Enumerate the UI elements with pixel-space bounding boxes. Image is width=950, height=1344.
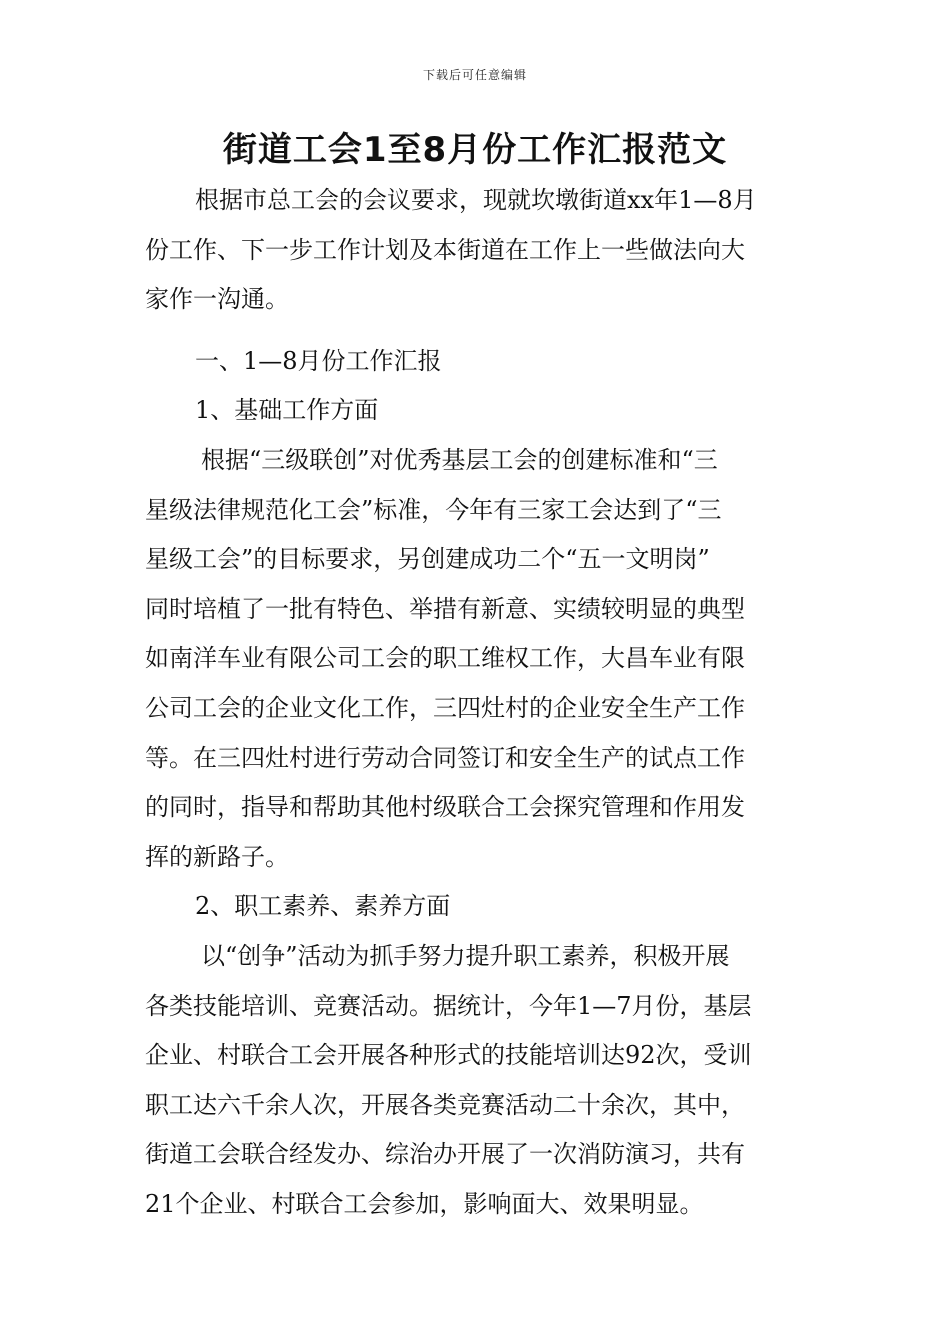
paragraph-line: 星级法律规范化工会”标准，今年有三家工会达到了“三 — [145, 495, 722, 524]
paragraph-line: 以“创争”活动为抓手努力提升职工素养，积极开展 — [201, 941, 730, 970]
paragraph-line: 挥的新路子。 — [145, 842, 289, 871]
paragraph-line: 企业、村联合工会开展各种形式的技能培训达92次，受训 — [145, 1041, 752, 1070]
paragraph-line: 根据“三级联创”对优秀基层工会的创建标准和“三 — [201, 445, 718, 474]
paragraph-line: 的同时，指导和帮助其他村级联合工会探究管理和作用发 — [145, 793, 745, 822]
paragraph-line: 公司工会的企业文化工作，三四灶村的企业安全生产工作 — [145, 693, 745, 722]
paragraph-line: 等。在三四灶村进行劳动合同签订和安全生产的试点工作 — [145, 743, 745, 772]
paragraph-line: 家作一沟通。 — [145, 285, 289, 314]
paragraph-line: 职工达六千余人次，开展各类竞赛活动二十余次，其中， — [145, 1090, 745, 1119]
paragraph-line: 街道工会联合经发办、综治办开展了一次消防演习，共有 — [145, 1140, 745, 1169]
paragraph-line: 根据市总工会的会议要求，现就坎墩街道xx年1—8月 — [195, 186, 757, 214]
section-heading: 一、1—8月份工作汇报 — [195, 346, 442, 375]
subsection-heading: 2、职工素养、素养方面 — [195, 892, 451, 921]
paragraph-line: 份工作、下一步工作计划及本街道在工作上一些做法向大 — [145, 235, 745, 264]
document-title: 街道工会1至8月份工作汇报范文 — [222, 130, 728, 170]
paragraph-line: 同时培植了一批有特色、举措有新意、实绩较明显的典型 — [145, 594, 745, 623]
header-note: 下载后可任意编辑 — [422, 68, 527, 82]
paragraph-line: 如南洋车业有限公司工会的职工维权工作，大昌车业有限 — [145, 644, 745, 673]
paragraph-line: 各类技能培训、竞赛活动。据统计，今年1—7月份，基层 — [145, 991, 752, 1020]
subsection-heading: 1、基础工作方面 — [195, 396, 379, 425]
document-body — [145, 176, 807, 1229]
paragraph-line: 21个企业、村联合工会参加，影响面大、效果明显。 — [145, 1189, 704, 1218]
paragraph-line: 星级工会”的目标要求，另创建成功二个“五一文明岗” — [145, 545, 710, 574]
